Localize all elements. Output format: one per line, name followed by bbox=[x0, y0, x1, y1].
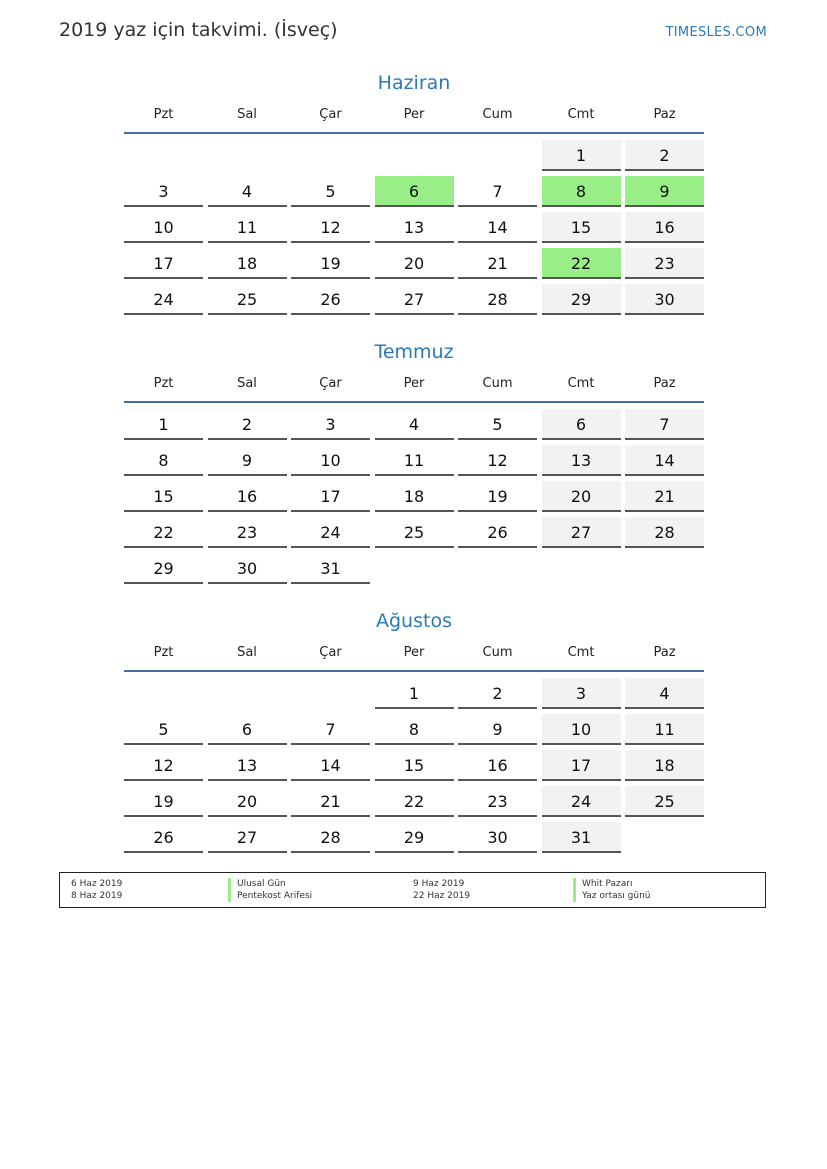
day-cell[interactable]: 22 bbox=[375, 786, 454, 817]
weekday-label: Paz bbox=[653, 645, 676, 660]
day-cell[interactable]: 10 bbox=[291, 445, 370, 476]
empty-cell bbox=[208, 678, 287, 709]
day-cell[interactable]: 31 bbox=[542, 822, 621, 853]
day-cell[interactable]: 13 bbox=[375, 212, 454, 243]
day-cell[interactable]: 7 bbox=[458, 176, 537, 207]
day-cell[interactable]: 20 bbox=[542, 481, 621, 512]
weekday-label: Cmt bbox=[567, 107, 595, 122]
weekday-label: Pzt bbox=[153, 107, 174, 122]
divider bbox=[124, 670, 704, 672]
weekday-label: Çar bbox=[319, 107, 342, 122]
day-cell[interactable]: 25 bbox=[375, 517, 454, 548]
weekday-label: Pzt bbox=[153, 376, 174, 391]
weekday-label: Cum bbox=[482, 376, 513, 391]
weekday-label: Çar bbox=[319, 376, 342, 391]
holiday-day-cell[interactable]: 6 bbox=[375, 176, 454, 207]
day-cell[interactable]: 3 bbox=[542, 678, 621, 709]
month-july bbox=[124, 338, 704, 584]
day-cell[interactable]: 12 bbox=[124, 750, 203, 781]
day-cell[interactable]: 17 bbox=[291, 481, 370, 512]
day-cell[interactable]: 13 bbox=[542, 445, 621, 476]
day-cell[interactable]: 25 bbox=[208, 284, 287, 315]
day-cell[interactable]: 2 bbox=[208, 409, 287, 440]
day-cell[interactable]: 28 bbox=[458, 284, 537, 315]
legend-date: 6 Haz 2019 bbox=[71, 879, 123, 889]
weekday-label: Per bbox=[403, 376, 425, 391]
day-cell[interactable]: 8 bbox=[375, 714, 454, 745]
day-cell[interactable]: 31 bbox=[291, 553, 370, 584]
day-cell[interactable]: 10 bbox=[124, 212, 203, 243]
holiday-day-cell[interactable]: 8 bbox=[542, 176, 621, 207]
weekday-label: Sal bbox=[237, 645, 257, 660]
day-cell[interactable]: 1 bbox=[375, 678, 454, 709]
month-august bbox=[124, 607, 704, 853]
day-cell[interactable]: 26 bbox=[124, 822, 203, 853]
day-cell[interactable]: 11 bbox=[208, 212, 287, 243]
day-cell[interactable]: 15 bbox=[124, 481, 203, 512]
weekday-label: Per bbox=[403, 645, 425, 660]
day-cell[interactable]: 9 bbox=[208, 445, 287, 476]
holiday-legend bbox=[59, 872, 766, 908]
days-grid bbox=[124, 409, 704, 584]
weekday-header bbox=[124, 643, 704, 669]
day-cell[interactable]: 19 bbox=[124, 786, 203, 817]
day-cell[interactable]: 20 bbox=[375, 248, 454, 279]
weekday-label: Cmt bbox=[567, 376, 595, 391]
day-cell[interactable]: 11 bbox=[375, 445, 454, 476]
day-cell[interactable]: 18 bbox=[375, 481, 454, 512]
day-cell[interactable]: 25 bbox=[625, 786, 704, 817]
empty-cell bbox=[291, 140, 370, 171]
day-cell[interactable]: 10 bbox=[542, 714, 621, 745]
day-cell[interactable]: 5 bbox=[458, 409, 537, 440]
day-cell[interactable]: 29 bbox=[542, 284, 621, 315]
weekday-label: Sal bbox=[237, 376, 257, 391]
divider bbox=[124, 401, 704, 403]
empty-cell bbox=[208, 140, 287, 171]
weekday-label: Pzt bbox=[153, 645, 174, 660]
day-cell[interactable]: 28 bbox=[291, 822, 370, 853]
day-cell[interactable]: 3 bbox=[124, 176, 203, 207]
weekday-header bbox=[124, 105, 704, 131]
day-cell[interactable]: 9 bbox=[458, 714, 537, 745]
day-cell[interactable]: 6 bbox=[542, 409, 621, 440]
day-cell[interactable]: 26 bbox=[291, 284, 370, 315]
empty-cell bbox=[291, 678, 370, 709]
day-cell[interactable]: 23 bbox=[625, 248, 704, 279]
weekday-label: Cum bbox=[482, 645, 513, 660]
month-name: Haziran bbox=[377, 72, 451, 94]
weekday-label: Çar bbox=[319, 645, 342, 660]
day-cell[interactable]: 22 bbox=[124, 517, 203, 548]
day-cell[interactable]: 8 bbox=[124, 445, 203, 476]
day-cell[interactable]: 5 bbox=[291, 176, 370, 207]
day-cell[interactable]: 18 bbox=[625, 750, 704, 781]
day-cell[interactable]: 14 bbox=[625, 445, 704, 476]
holiday-day-cell[interactable]: 9 bbox=[625, 176, 704, 207]
holiday-day-cell[interactable]: 22 bbox=[542, 248, 621, 279]
divider bbox=[124, 132, 704, 134]
empty-cell bbox=[458, 140, 537, 171]
day-cell[interactable]: 12 bbox=[291, 212, 370, 243]
day-cell[interactable]: 4 bbox=[625, 678, 704, 709]
day-cell[interactable]: 5 bbox=[124, 714, 203, 745]
day-cell[interactable]: 30 bbox=[625, 284, 704, 315]
days-grid bbox=[124, 678, 704, 853]
day-cell[interactable]: 24 bbox=[542, 786, 621, 817]
day-cell[interactable]: 1 bbox=[542, 140, 621, 171]
day-cell[interactable]: 13 bbox=[208, 750, 287, 781]
legend-date: 9 Haz 2019 bbox=[413, 879, 465, 889]
day-cell[interactable]: 29 bbox=[375, 822, 454, 853]
day-cell[interactable]: 3 bbox=[291, 409, 370, 440]
day-cell[interactable]: 17 bbox=[542, 750, 621, 781]
day-cell[interactable]: 30 bbox=[458, 822, 537, 853]
brand-logo[interactable]: TIMESLES.COM bbox=[665, 25, 767, 40]
day-cell[interactable]: 21 bbox=[625, 481, 704, 512]
month-june bbox=[124, 69, 704, 315]
day-cell[interactable]: 7 bbox=[291, 714, 370, 745]
day-cell[interactable]: 18 bbox=[208, 248, 287, 279]
day-cell[interactable]: 4 bbox=[375, 409, 454, 440]
days-grid bbox=[124, 140, 704, 315]
day-cell[interactable]: 14 bbox=[458, 212, 537, 243]
day-cell[interactable]: 24 bbox=[291, 517, 370, 548]
day-cell[interactable]: 12 bbox=[458, 445, 537, 476]
day-cell[interactable]: 29 bbox=[124, 553, 203, 584]
day-cell[interactable]: 21 bbox=[458, 248, 537, 279]
weekday-label: Cmt bbox=[567, 645, 595, 660]
day-cell[interactable]: 27 bbox=[208, 822, 287, 853]
empty-cell bbox=[124, 678, 203, 709]
weekday-label: Paz bbox=[653, 376, 676, 391]
day-cell[interactable]: 27 bbox=[542, 517, 621, 548]
day-cell[interactable]: 27 bbox=[375, 284, 454, 315]
day-cell[interactable]: 19 bbox=[458, 481, 537, 512]
day-cell[interactable]: 14 bbox=[291, 750, 370, 781]
weekday-header bbox=[124, 374, 704, 400]
day-cell[interactable]: 24 bbox=[124, 284, 203, 315]
day-cell[interactable]: 17 bbox=[124, 248, 203, 279]
month-name: Ağustos bbox=[376, 610, 452, 632]
day-cell[interactable]: 15 bbox=[542, 212, 621, 243]
legend-name: Pentekost Arifesi bbox=[228, 890, 312, 902]
legend-name: Yaz ortası günü bbox=[573, 890, 650, 902]
empty-cell bbox=[124, 140, 203, 171]
day-cell[interactable]: 4 bbox=[208, 176, 287, 207]
weekday-label: Cum bbox=[482, 107, 513, 122]
day-cell[interactable]: 20 bbox=[208, 786, 287, 817]
day-cell[interactable]: 26 bbox=[458, 517, 537, 548]
day-cell[interactable]: 15 bbox=[375, 750, 454, 781]
day-cell[interactable]: 7 bbox=[625, 409, 704, 440]
empty-cell bbox=[375, 140, 454, 171]
page-title: 2019 yaz için takvimi. (İsveç) bbox=[59, 19, 338, 41]
legend-date: 8 Haz 2019 bbox=[71, 891, 123, 901]
weekday-label: Sal bbox=[237, 107, 257, 122]
legend-name: Whit Pazarı bbox=[573, 878, 632, 890]
weekday-label: Paz bbox=[653, 107, 676, 122]
day-cell[interactable]: 11 bbox=[625, 714, 704, 745]
day-cell[interactable]: 16 bbox=[208, 481, 287, 512]
day-cell[interactable]: 23 bbox=[458, 786, 537, 817]
legend-name: Ulusal Gün bbox=[228, 878, 286, 890]
day-cell[interactable]: 16 bbox=[458, 750, 537, 781]
legend-date: 22 Haz 2019 bbox=[413, 891, 471, 901]
day-cell[interactable]: 1 bbox=[124, 409, 203, 440]
day-cell[interactable]: 19 bbox=[291, 248, 370, 279]
day-cell[interactable]: 2 bbox=[458, 678, 537, 709]
day-cell[interactable]: 21 bbox=[291, 786, 370, 817]
day-cell[interactable]: 16 bbox=[625, 212, 704, 243]
month-name: Temmuz bbox=[374, 341, 454, 363]
weekday-label: Per bbox=[403, 107, 425, 122]
day-cell[interactable]: 2 bbox=[625, 140, 704, 171]
day-cell[interactable]: 28 bbox=[625, 517, 704, 548]
day-cell[interactable]: 23 bbox=[208, 517, 287, 548]
day-cell[interactable]: 30 bbox=[208, 553, 287, 584]
day-cell[interactable]: 6 bbox=[208, 714, 287, 745]
